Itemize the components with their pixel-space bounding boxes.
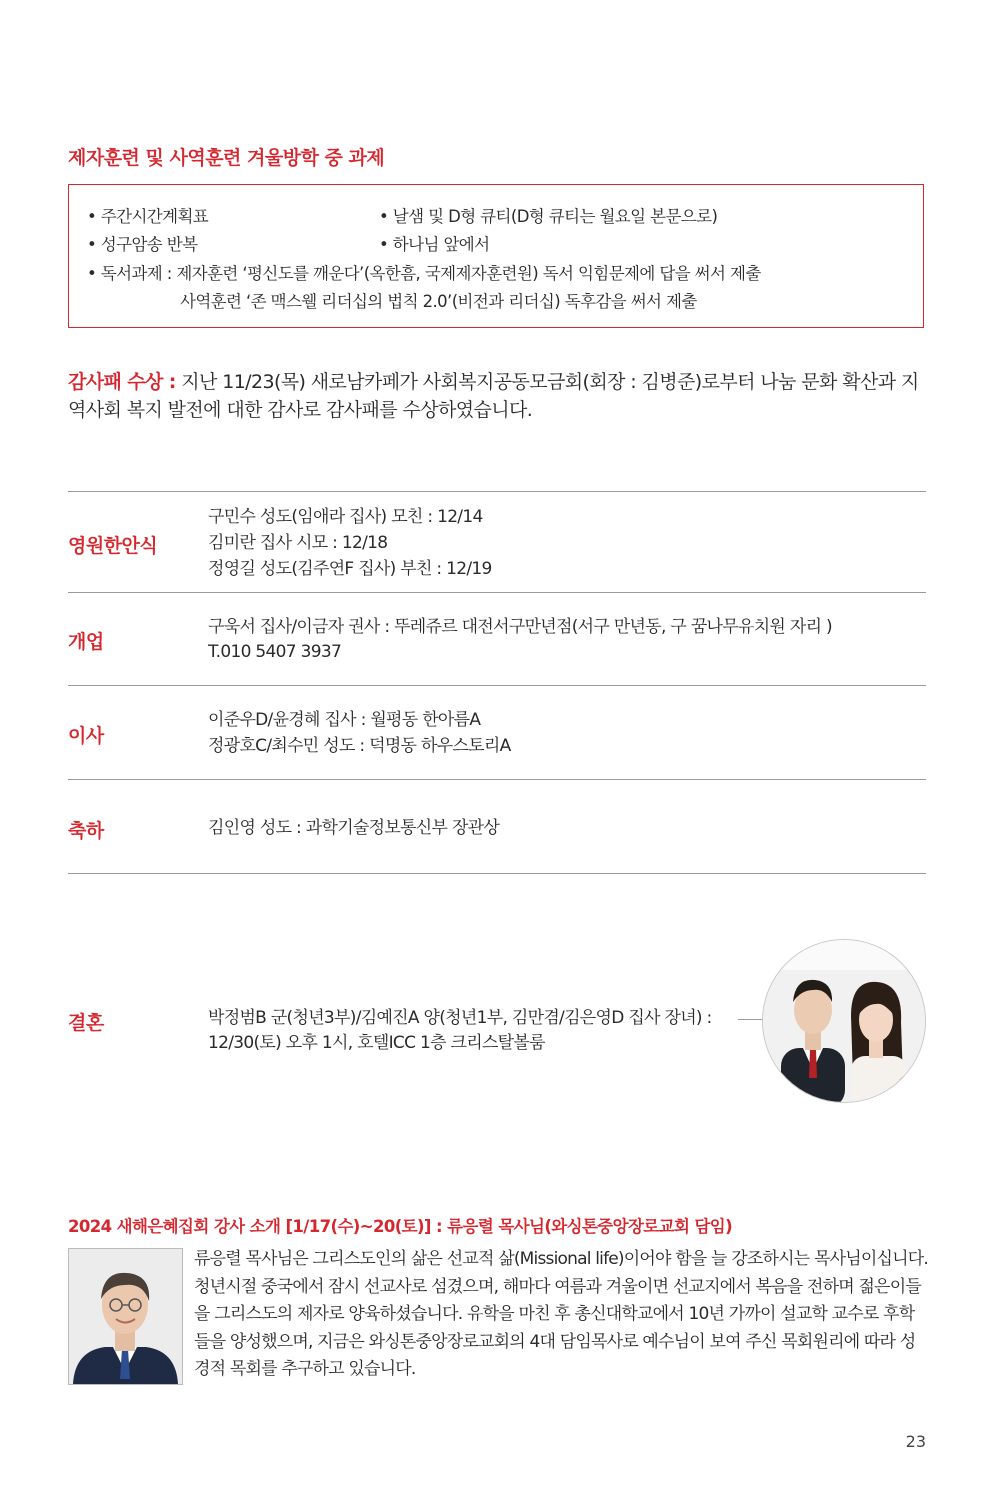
congrats-label: 축하: [68, 820, 104, 842]
divider: [68, 592, 926, 593]
moving-label: 이사: [68, 725, 104, 747]
moving-line: 이준우D/윤경혜 집사 : 월평동 한아름A: [208, 710, 481, 730]
divider: [68, 685, 926, 686]
divider: [68, 779, 926, 780]
assignment-item: • 하나님 앞에서: [379, 235, 490, 254]
assignment-item: 사역훈련 ‘존 맥스웰 리더십의 법칙 2.0’(비전과 리더십) 독후감을 써서 제출: [180, 292, 697, 311]
funeral-line: 정영길 성도(김주연F 집사) 부친 : 12/19: [208, 559, 492, 579]
leader-line: [738, 1019, 764, 1020]
funeral-label: 영원한안식: [68, 535, 158, 557]
page-number: 23: [905, 1432, 926, 1451]
assignment-item: • 주간시간계획표: [87, 207, 209, 226]
assignment-item: • 날샘 및 D형 큐티(D형 큐티는 월요일 본문으로): [379, 207, 718, 226]
wedding-line: 12/30(토) 오후 1시, 호텔ICC 1층 크리스탈볼룸: [208, 1033, 545, 1053]
wedding-couple-photo: [762, 939, 926, 1103]
divider: [68, 873, 926, 874]
award-paragraph: [68, 368, 928, 424]
speaker-section-title: 2024 새해은혜집회 강사 소개 [1/17(수)~20(토)] : 류응렬 목사님(와싱톤중앙장로교회 담임): [68, 1217, 733, 1236]
funeral-line: 구민수 성도(임애라 집사) 모친 : 12/14: [208, 507, 483, 527]
funeral-line: 김미란 집사 시모 : 12/18: [208, 533, 388, 553]
opening-line: 구욱서 집사/이금자 권사 : 뚜레쥬르 대전서구만년점(서구 만년동, 구 꿈나무유치원 자리 ): [208, 617, 832, 637]
couple-illustration: [763, 940, 925, 1102]
divider: [68, 491, 926, 492]
speaker-portrait: [68, 1248, 183, 1385]
opening-label: 개업: [68, 631, 104, 653]
assignment-box: [68, 184, 924, 328]
opening-line: T.010 5407 3937: [208, 642, 342, 662]
moving-line: 정광호C/최수민 성도 : 덕명동 하우스토리A: [208, 736, 511, 756]
award-label: 감사패 수상 :: [68, 371, 176, 393]
wedding-line: 박정범B 군(청년3부)/김예진A 양(청년1부, 김만겸/김은영D 집사 장녀) :: [208, 1008, 712, 1028]
congrats-line: 김인영 성도 : 과학기술정보통신부 장관상: [208, 818, 500, 838]
assignment-item: • 독서과제 : 제자훈련 ‘평신도를 깨운다’(옥한흠, 국제제자훈련원) 독서 익힘문제에 답을 써서 제출: [87, 264, 761, 283]
award-text: 지난 11/23(목) 새로남카페가 사회복지공동모금회(회장 : 김병준)로부터 나눔 문화 확산과 지역사회 복지 발전에 대한 감사로 감사패를 수상하였습니다.: [68, 371, 919, 421]
assignment-item: • 성구암송 반복: [87, 235, 198, 254]
assignment-section-title: 제자훈련 및 사역훈련 겨울방학 중 과제: [68, 147, 385, 169]
wedding-label: 결혼: [68, 1012, 104, 1034]
speaker-bio: 류응렬 목사님은 그리스도인의 삶은 선교적 삶(Missional life)이어야 함을 늘 강조하시는 목사님이십니다. 청년시절 중국에서 잠시 선교사로 섬겼으며, 해마다 여름과 겨울이면 선교지에서 복음을 전하며 젊은이들을 그리스도의 제자로 양육하셨습니다. 유학을 마친 후 총신대학교에서 10년 가까이 설교학 교수로 후학들을 양성했으며, 지금은 와싱톤중앙장로교회의 4대 담임목사로 예수님이 보여 주신 목회원리에 따라 성경적 목회를 추구하고 있습니다.: [194, 1249, 928, 1379]
speaker-illustration: [69, 1249, 182, 1384]
